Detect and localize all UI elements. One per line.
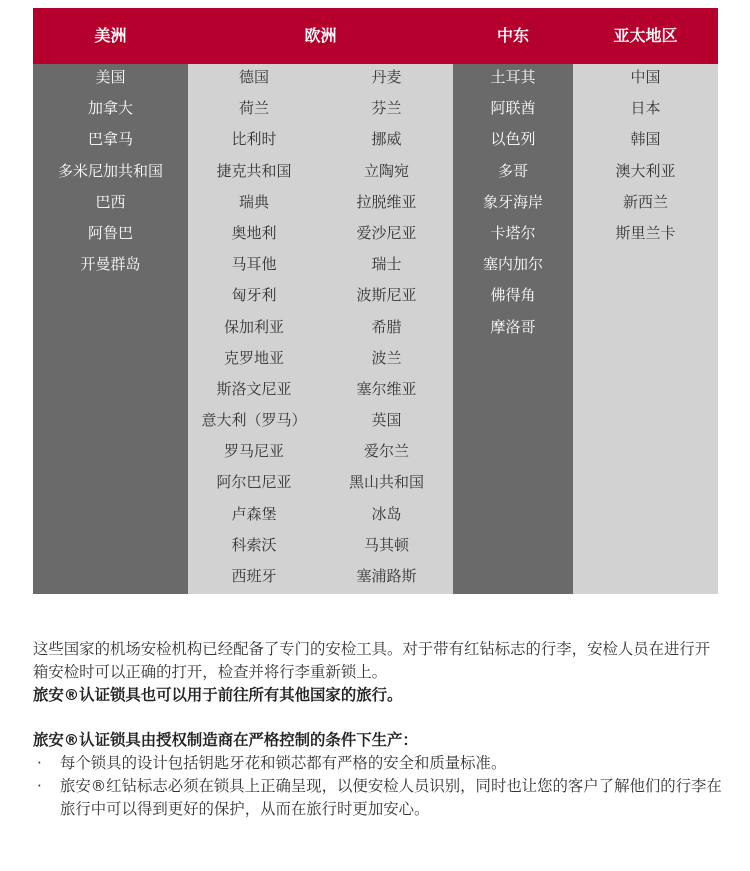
bullet-dot-icon: · [37, 754, 42, 772]
country-item: 澳大利亚 [615, 161, 676, 180]
country-item: 以色列 [490, 130, 536, 149]
header-asia-pacific: 亚太地区 [613, 26, 678, 45]
country-item: 英国 [371, 411, 402, 430]
column-americas [33, 64, 188, 594]
country-item: 马其顿 [363, 535, 409, 554]
country-item: 巴拿马 [87, 130, 133, 149]
country-item: 摩洛哥 [490, 317, 536, 336]
country-item: 多米尼加共和国 [57, 161, 163, 180]
country-item: 新西兰 [622, 192, 668, 211]
country-item: 日本 [630, 99, 661, 118]
europe-left-list [188, 64, 320, 594]
country-item: 马耳他 [231, 255, 277, 274]
country-item: 芬兰 [371, 99, 402, 118]
country-item: 瑞士 [371, 255, 402, 274]
bullet-item: · 旅安®红钻标志必须在锁具上正确呈现，以便安检人员识别，同时也让您的客户了解他们的行李在旅行中可以得到更好的保护，从而在旅行时更加安心。 [37, 777, 722, 818]
intro-paragraph: 这些国家的机场安检机构已经配备了专门的安检工具。对于带有红钻标志的行李，安检人员在进行开箱安检时可以正确的打开，检查并将行李重新锁上。 [33, 640, 711, 681]
country-item: 挪威 [371, 130, 402, 149]
country-item: 丹麦 [371, 68, 402, 86]
column-asia-pacific [573, 64, 718, 594]
intro-bold-note: 旅安®认证锁具也可以用于前往所有其他国家的旅行。 [33, 686, 403, 704]
country-item: 瑞典 [238, 192, 269, 211]
country-item: 德国 [238, 68, 269, 86]
country-item: 希腊 [371, 317, 402, 336]
header-americas: 美洲 [94, 26, 127, 45]
country-item: 中国 [630, 68, 661, 86]
country-item: 拉脱维亚 [356, 192, 417, 211]
country-item: 波斯尼亚 [356, 286, 417, 305]
country-item: 塞内加尔 [482, 255, 543, 274]
regions-table [33, 8, 718, 594]
country-item: 科索沃 [231, 535, 277, 554]
column-middle-east [453, 64, 573, 594]
country-item: 多哥 [497, 161, 528, 180]
column-europe [188, 64, 453, 594]
country-item: 捷克共和国 [216, 161, 292, 180]
country-item: 黑山共和国 [348, 473, 424, 492]
country-item: 罗马尼亚 [223, 442, 284, 461]
country-item: 保加利亚 [223, 317, 284, 336]
country-item: 卢森堡 [231, 504, 277, 523]
country-item: 佛得角 [490, 286, 536, 305]
country-item: 冰岛 [371, 504, 402, 523]
country-item: 西班牙 [231, 567, 277, 585]
country-item: 爱尔兰 [363, 442, 409, 461]
country-item: 克罗地亚 [223, 348, 284, 367]
table-header [33, 8, 718, 64]
americas-list [33, 64, 188, 282]
country-item: 意大利（罗马） [201, 411, 307, 430]
country-item: 塞浦路斯 [356, 567, 417, 585]
country-item: 比利时 [231, 130, 277, 149]
country-item: 象牙海岸 [482, 192, 543, 211]
info-text [33, 638, 723, 821]
country-item: 阿尔巴尼亚 [216, 473, 292, 492]
country-item: 爱沙尼亚 [356, 223, 417, 242]
country-item: 加拿大 [87, 99, 133, 118]
country-item: 韩国 [630, 130, 661, 149]
asia-pacific-list [573, 64, 718, 251]
country-item: 美国 [95, 68, 126, 86]
manufacturing-heading: 旅安®认证锁具由授权制造商在严格控制的条件下生产： [33, 731, 418, 749]
europe-right-list [320, 64, 453, 594]
middle-east-list [453, 64, 573, 345]
country-item: 奥地利 [231, 223, 277, 242]
country-item: 荷兰 [238, 99, 269, 118]
country-item: 立陶宛 [363, 161, 409, 180]
bullet-dot-icon: · [37, 777, 42, 795]
country-item: 斯洛文尼亚 [216, 379, 292, 398]
country-item: 阿鲁巴 [87, 223, 133, 242]
manufacturing-bullets [33, 752, 723, 821]
country-item: 土耳其 [490, 68, 536, 86]
country-item: 巴西 [95, 192, 126, 211]
country-item: 斯里兰卡 [615, 223, 676, 242]
country-item: 匈牙利 [231, 286, 277, 305]
header-europe: 欧洲 [304, 26, 337, 45]
country-item: 阿联酋 [490, 99, 536, 118]
country-item: 塞尔维亚 [356, 379, 417, 398]
header-middle-east: 中东 [496, 26, 529, 45]
bullet-item: · 每个锁具的设计包括钥匙牙花和锁芯都有严格的安全和质量标准。 [33, 752, 723, 775]
country-item: 开曼群岛 [80, 255, 141, 274]
country-item: 波兰 [371, 348, 402, 367]
country-item: 卡塔尔 [490, 223, 536, 242]
